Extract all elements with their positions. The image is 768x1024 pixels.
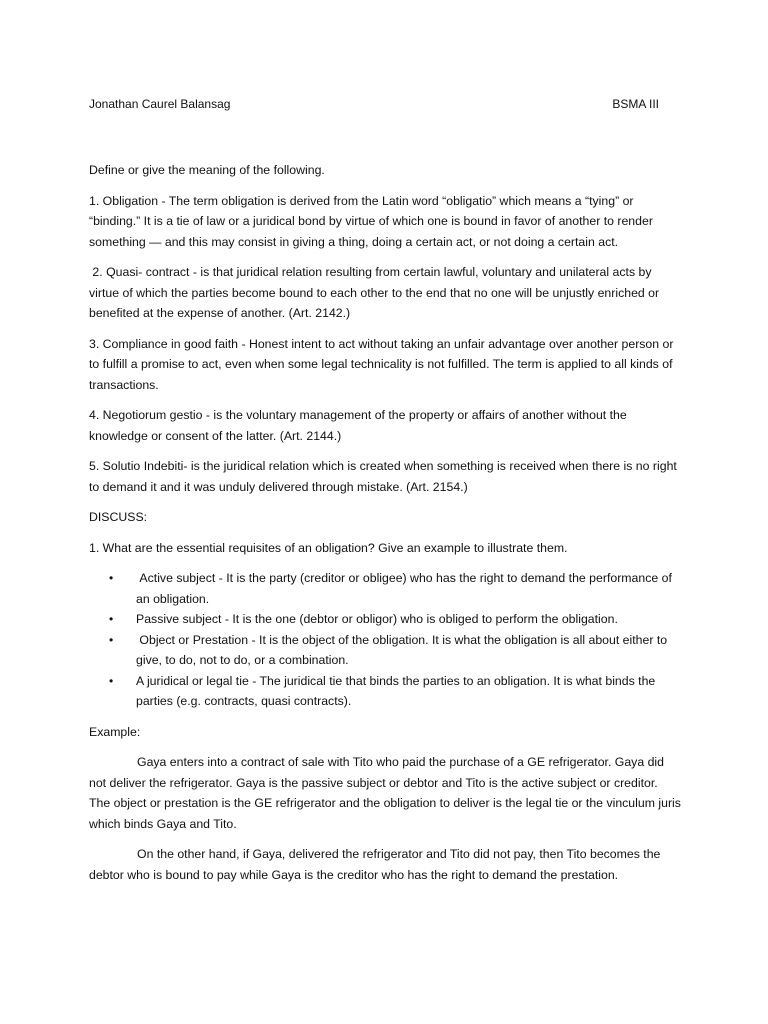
intro-text: Define or give the meaning of the following. [89,163,325,177]
list-item [109,630,681,671]
author-name: Jonathan Caurel Balansag [89,97,231,111]
question-text: 1. What are the essential requisites of an obligation? Give an example to illustrate them. [89,540,568,555]
document-header [89,96,659,112]
example-paragraph: On the other hand, if Gaya, delivered the refrigerator and Tito did not pay, then Tito becomes the debtor who is bound to pay while Gaya is the creditor who has the right to demand the prestation. [89,847,661,882]
requisite-active-subject: Active subject - It is the party (creditor or obligee) who has the right to demand the performance of an obligation. [136,571,676,606]
course-label: BSMA III [612,97,659,111]
requisites-list [89,568,681,712]
definition-good-faith: 3. Compliance in good faith - Honest intent to act without taking an unfair advantage over another person or to fulfill a promise to act, even when some legal technicality is not fulfilled. The term is applied to all kinds of transactions. [89,336,674,392]
list-item [109,568,681,609]
bullet-icon: • [109,571,114,585]
example-heading: Example: [89,724,141,739]
bullet-icon: • [109,632,114,647]
definition-quasi-contract: 2. Quasi- contract - is that juridical relation resulting from certain lawful, voluntary and unilateral acts by virtue of which the parties become bound to each other to the end that no one will be unjustly enriched or benefited at the expense of another. (Art. 2142.) [89,265,663,320]
definition-solutio-indebiti: 5. Solutio Indebiti- is the juridical relation which is created when something is received when there is no right to demand it and it was unduly delivered through mistake. (Art. 2154.) [89,459,677,494]
list-item [109,671,681,712]
bullet-icon: • [109,673,114,688]
example-paragraph: Gaya enters into a contract of sale with Tito who paid the purchase of a GE refrigerator. Gaya did not deliver the refrigerator. Gaya is the passive subject or debtor and Tito is the active subject or creditor. The object or prestation is the GE refrigerator and the obligation to deliver is the legal tie or the vinculum juris which binds Gaya and Tito. [89,755,681,831]
definition-negotiorum-gestio: 4. Negotiorum gestio - is the voluntary management of the property or affairs of another without the knowledge or consent of the latter. (Art. 2144.) [89,408,627,443]
discuss-heading: DISCUSS: [89,510,148,524]
list-item [109,609,681,630]
requisite-passive-subject: Passive subject - It is the one (debtor or obligor) who is obliged to perform the obligation. [136,612,618,626]
requisite-object-prestation: Object or Prestation - It is the object of the obligation. It is what the obligation is all about either to give, to do, not to do, or a combination. [136,632,671,667]
requisite-juridical-tie: A juridical or legal tie - The juridical tie that binds the parties to an obligation. It is what binds the parties (e.g. contracts, quasi contracts). [136,673,656,708]
definition-obligation: 1. Obligation - The term obligation is derived from the Latin word “obligatio” which means a “tying” or “binding.” It is a tie of law or a juridical bond by virtue of which one is bound in favor of another to render something — and this may consist in giving a thing, doing a certain act, or not doing a certain act. [89,193,653,249]
bullet-icon: • [109,612,114,626]
document-body [89,160,681,895]
